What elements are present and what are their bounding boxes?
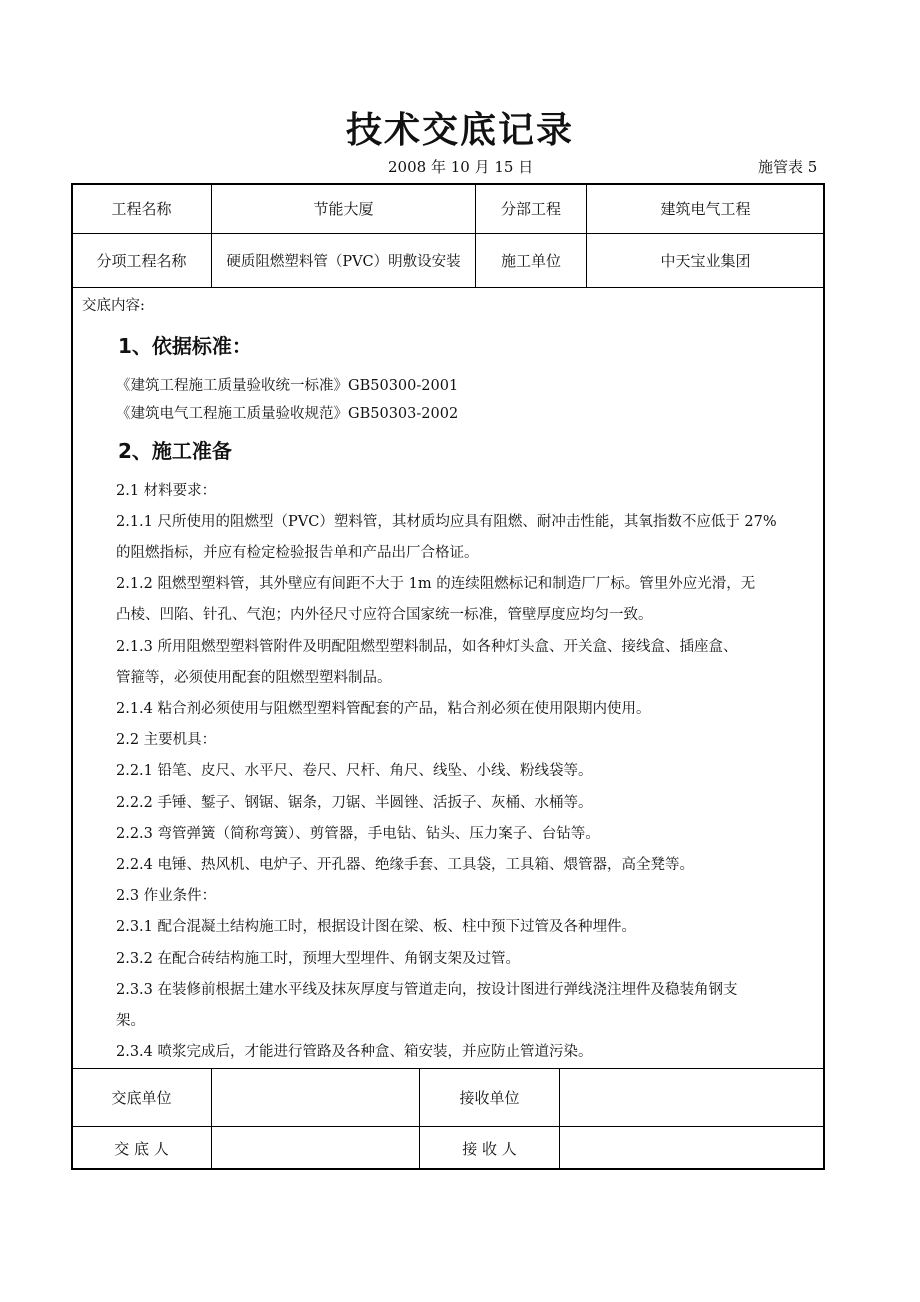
content-line: 2.1.1 尺所使用的阻燃型（PVC）塑料管，其材质均应具有阻燃、耐冲击性能，其氧指数不应低于 27% (116, 514, 777, 530)
standard-reference: 《建筑电气工程施工质量验收规范》GB50303-2002 (116, 406, 459, 422)
contractor-label: 施工单位 (500, 252, 561, 270)
receiver-unit-label: 接收单位 (459, 1089, 520, 1107)
project-name-value: 节能大厦 (313, 200, 374, 218)
section-heading-standards: 1、依据标准： (118, 334, 252, 358)
document-title: 技术交底记录 (345, 110, 574, 151)
content-line: 2.2 主要机具： (116, 732, 217, 748)
content-line: 2.2.4 电锤、热风机、电炉子、开孔器、绝缘手套、工具袋，工具箱、煨管器，高全凳等。 (116, 857, 694, 873)
divider (72, 287, 824, 288)
division-label: 分部工程 (500, 200, 561, 218)
subitem-label: 分项工程名称 (96, 252, 187, 270)
division-value: 建筑电气工程 (660, 200, 751, 218)
content-line: 2.2.1 铅笔、皮尺、水平尺、卷尺、尺杆、角尺、线坠、小线、粉线袋等。 (116, 763, 593, 779)
content-line: 的阻燃指标，并应有检定检验报告单和产品出厂合格证。 (116, 545, 479, 561)
project-name-label: 工程名称 (111, 200, 172, 218)
content-line: 管箍等，必须使用配套的阻燃型塑料制品。 (116, 670, 392, 686)
discloser-unit-label: 交底单位 (111, 1089, 172, 1107)
content-intro: 交底内容: (82, 298, 145, 314)
content-line: 2.2.2 手锤、錾子、钢锯、锯条，刀锯、半圆锉、活扳子、灰桶、水桶等。 (116, 795, 593, 811)
discloser-unit-value[interactable] (212, 1069, 419, 1126)
content-line: 2.3.1 配合混凝土结构施工时，根据设计图在梁、板、柱中预下过管及各种埋件。 (116, 919, 637, 935)
content-line: 2.3.3 在装修前根据土建水平线及抹灰厚度与管道走向，按设计图进行弹线浇注埋件及稳装角钢支 (116, 982, 738, 998)
discloser-person-value[interactable] (212, 1127, 419, 1169)
receiver-person-value[interactable] (560, 1127, 824, 1169)
content-line: 2.3 作业条件： (116, 888, 217, 904)
content-line: 2.3.2 在配合砖结构施工时，预埋大型埋件、角钢支架及过管。 (116, 951, 521, 967)
content-line: 2.1.3 所用阻燃型塑料管附件及明配阻燃型塑料制品，如各种灯头盒、开关盒、接线盒、插座盒、 (116, 639, 738, 655)
content-line: 2.1.4 粘合剂必须使用与阻燃型塑料管配套的产品，粘合剂必须在使用限期内使用。 (116, 701, 651, 717)
content-line: 凸棱、凹陷、针孔、气泡；内外径尺寸应符合国家统一标准，管壁厚度应均匀一致。 (116, 607, 653, 623)
section-heading-preparation: 2、施工准备 (118, 439, 232, 463)
subitem-value: 硬质阻燃塑料管（PVC）明敷设安装 (226, 254, 461, 270)
content-line: 2.3.4 喷浆完成后，才能进行管路及各种盒、箱安装，并应防止管道污染。 (116, 1044, 593, 1060)
discloser-person-label: 交 底 人 (114, 1139, 169, 1158)
form-number: 施管表 5 (758, 158, 818, 176)
content-line: 2.1.2 阻燃型塑料管，其外壁应有间距不大于 1m 的连续阻燃标记和制造厂厂标。管里外应光滑，无 (116, 576, 756, 592)
content-line: 2.1 材料要求： (116, 483, 217, 499)
receiver-unit-value[interactable] (560, 1069, 824, 1126)
contractor-value: 中天宝业集团 (660, 252, 751, 270)
document-date: 2008 年 10 月 15 日 (388, 158, 534, 176)
receiver-person-label: 接 收 人 (462, 1139, 517, 1158)
content-line: 架。 (116, 1013, 145, 1029)
content-line: 2.2.3 弯管弹簧（简称弯簧）、剪管器，手电钻、钻头、压力案子、台钻等。 (116, 826, 600, 842)
standard-reference: 《建筑工程施工质量验收统一标准》GB50300-2001 (116, 378, 459, 394)
